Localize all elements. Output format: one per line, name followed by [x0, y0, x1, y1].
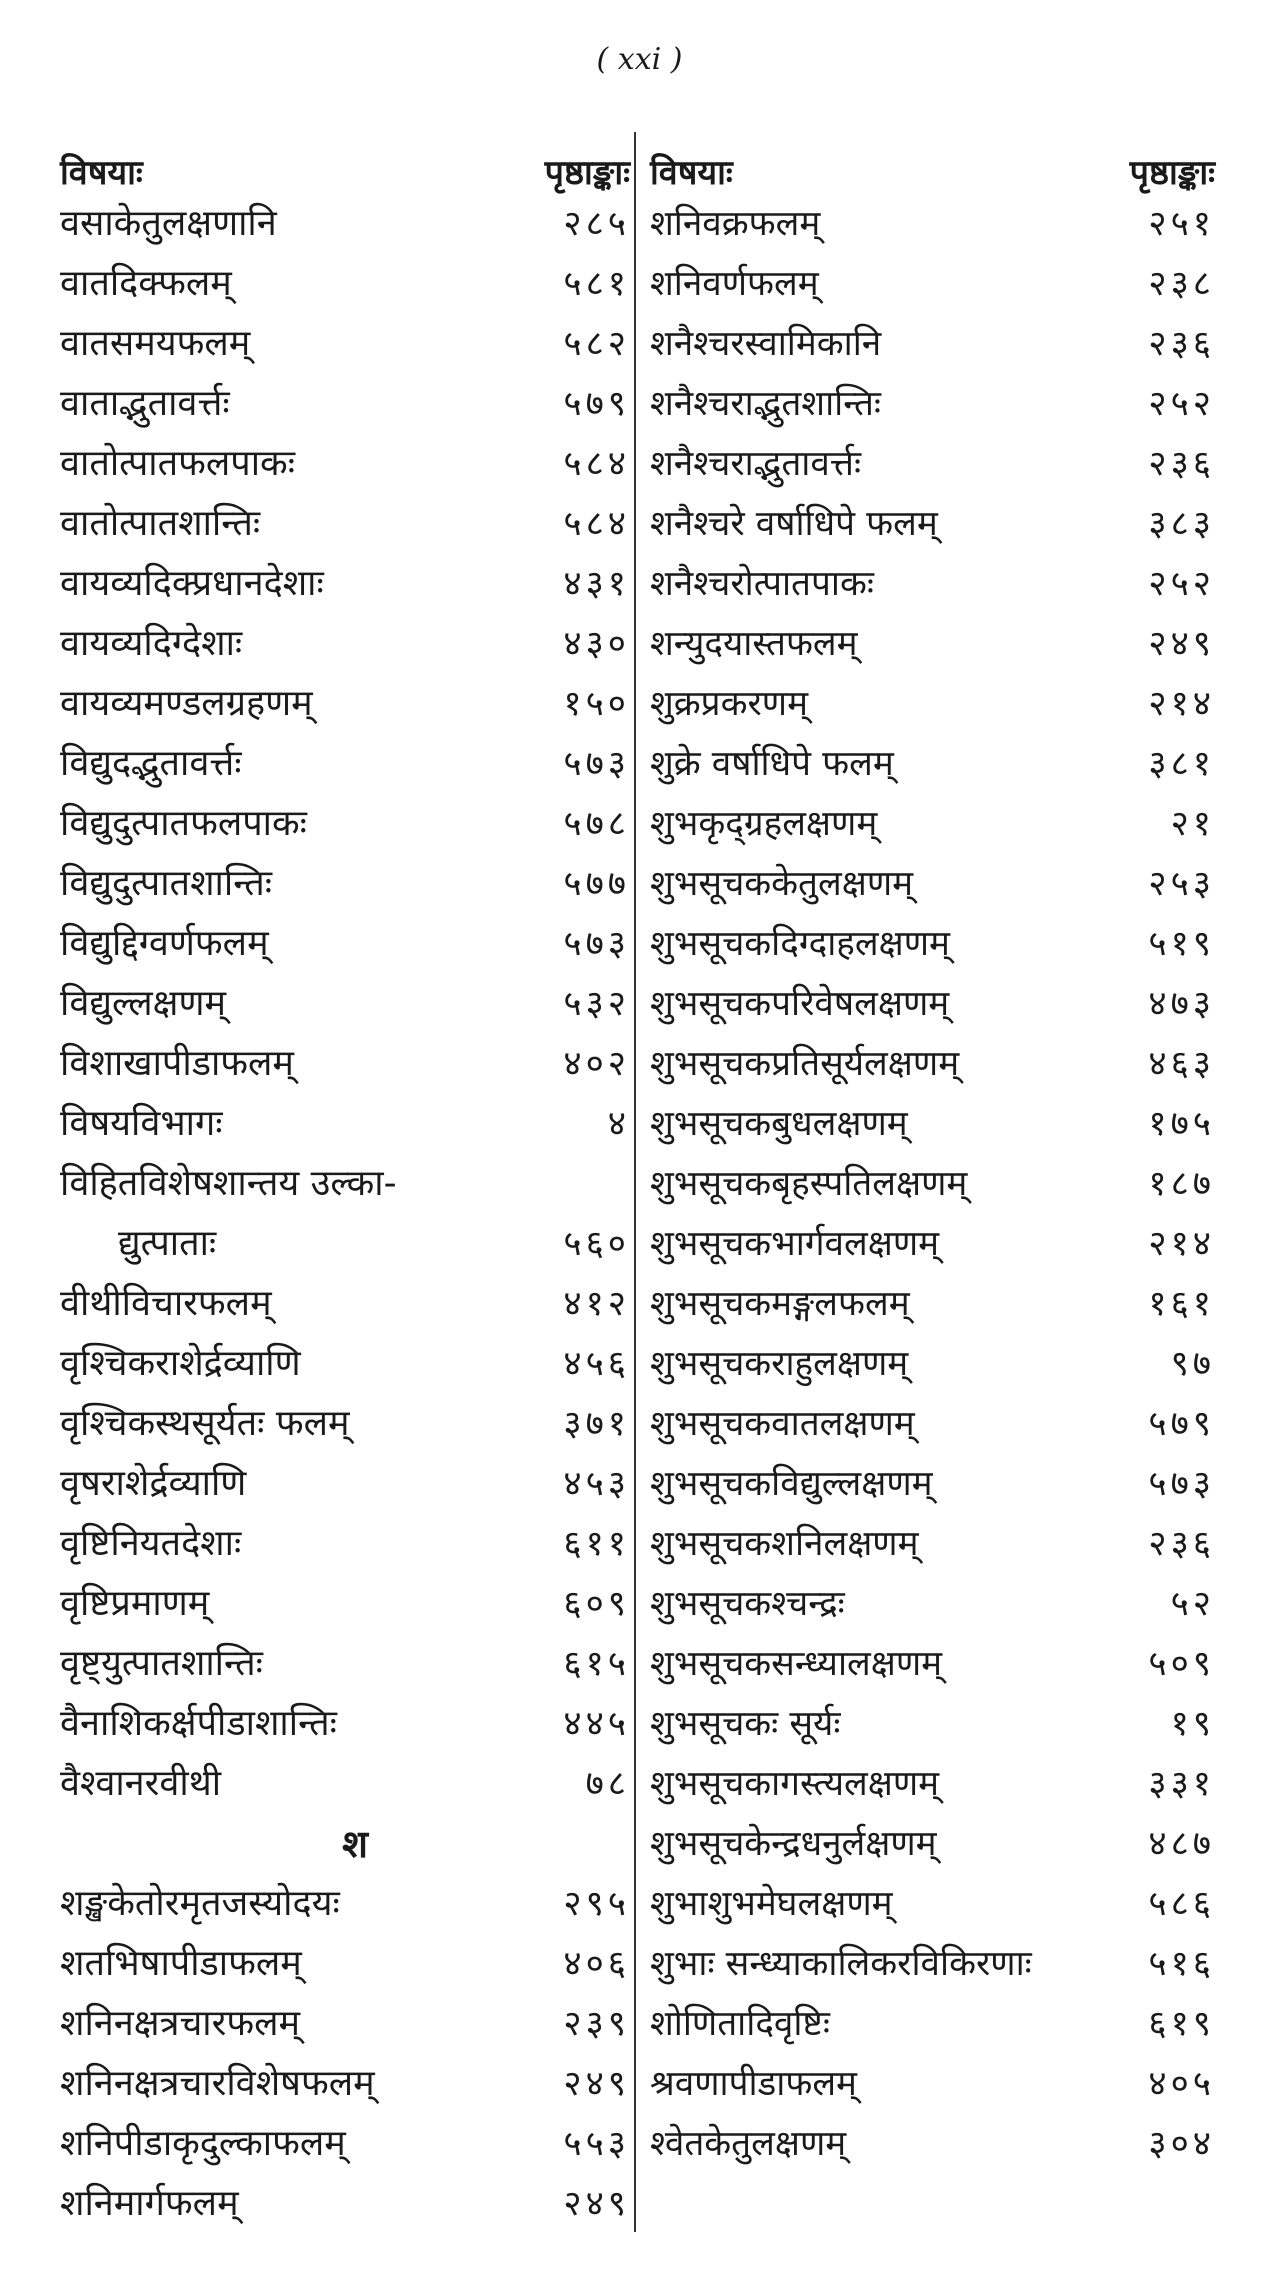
entry-page: २५२	[1148, 564, 1215, 604]
entry-page: २४९	[1148, 624, 1215, 664]
entry-page: ५८४	[563, 504, 630, 544]
index-entry	[650, 674, 1215, 734]
index-entry	[650, 1334, 1215, 1394]
index-entry	[60, 1934, 630, 1994]
index-entry	[650, 794, 1215, 854]
index-entry	[60, 2054, 630, 2114]
entry-page: १७५	[1148, 1104, 1215, 1144]
index-entry-continuation	[60, 1214, 630, 1274]
entry-term: शुभाः सन्ध्याकालिकरविकिरणाः	[650, 1944, 1032, 1984]
entry-page: ४५३	[563, 1464, 630, 1504]
index-entry	[650, 1274, 1215, 1334]
index-entry	[650, 914, 1215, 974]
entry-term: विहितविशेषशान्तय उल्का-	[60, 1163, 397, 1204]
entry-term: शुक्रप्रकरणम्	[650, 684, 809, 724]
entry-term: शुभसूचकबृहस्पतिलक्षणम्	[650, 1164, 968, 1204]
index-entry	[60, 554, 630, 614]
entry-term: शुभसूचकराहुलक्षणम्	[650, 1344, 909, 1384]
entry-term: शुभसूचकविद्युल्लक्षणम्	[650, 1464, 933, 1504]
entry-term: शुभसूचकभार्गवलक्षणम्	[650, 1224, 940, 1264]
header-pages: पृष्ठाङ्काः	[544, 153, 630, 193]
entry-page: ५८१	[563, 264, 630, 304]
index-entry	[650, 1814, 1215, 1874]
entry-term: शुभसूचकश्चन्द्रः	[650, 1584, 845, 1624]
index-entry	[60, 614, 630, 674]
index-entry	[650, 434, 1215, 494]
index-entry	[650, 194, 1215, 254]
index-entry	[650, 1994, 1215, 2054]
index-entry	[650, 1214, 1215, 1274]
header-pages: पृष्ठाङ्काः	[1129, 153, 1215, 193]
entry-term: शुभसूचकः सूर्यः	[650, 1704, 841, 1744]
entry-term: शनिनक्षत्रचारफलम्	[60, 2003, 301, 2044]
index-entry	[60, 494, 630, 554]
index-entry	[650, 2114, 1215, 2174]
entry-term: शुभसूचकबुधलक्षणम्	[650, 1104, 908, 1144]
page-number: ( xxi )	[596, 42, 683, 77]
entry-term: शनैश्चराद्भुतशान्तिः	[650, 384, 882, 424]
entry-page: २३९	[563, 2004, 630, 2044]
entry-page: ४१२	[563, 1284, 630, 1324]
index-entry	[60, 854, 630, 914]
index-entry	[650, 374, 1215, 434]
entry-page: ६१५	[563, 1644, 630, 1684]
entry-term: द्युत्पाताः	[118, 1223, 217, 1264]
entry-page: ४५६	[563, 1344, 630, 1384]
entry-term: वातोत्पातशान्तिः	[60, 503, 261, 544]
entry-page: ५०९	[1148, 1644, 1215, 1684]
entry-page: ५१९	[1148, 924, 1215, 964]
index-entry	[650, 1394, 1215, 1454]
entry-page: ३०४	[1148, 2124, 1215, 2164]
entry-page: २३६	[1148, 444, 1215, 484]
index-entry	[650, 314, 1215, 374]
entry-term: वायव्यमण्डलग्रहणम्	[60, 683, 313, 724]
index-entry	[650, 2054, 1215, 2114]
entry-term: वसाकेतुलक्षणानि	[60, 203, 277, 244]
entry-page: ५६०	[563, 1224, 630, 1264]
index-entry	[650, 494, 1215, 554]
entry-term: विद्युल्लक्षणम्	[60, 983, 227, 1024]
entry-page: ६०९	[563, 1584, 630, 1624]
entry-page: ४०६	[563, 1944, 630, 1984]
index-entry	[60, 674, 630, 734]
index-column-left	[60, 128, 630, 2234]
entry-term: शुभसूचकपरिवेषलक्षणम्	[650, 984, 950, 1024]
entry-term: विद्युदुत्पातशान्तिः	[60, 863, 273, 904]
entry-page: ५७३	[563, 744, 630, 784]
entry-page: ५७९	[1148, 1404, 1215, 1444]
entry-page: ४४५	[563, 1704, 630, 1744]
entry-term: वृश्चिकस्थसूर्यतः फलम्	[60, 1403, 350, 1444]
entry-term: श्रवणापीडाफलम्	[650, 2064, 857, 2104]
entry-term: शतभिषापीडाफलम्	[60, 1943, 302, 1984]
index-entry	[60, 374, 630, 434]
index-entry	[60, 1034, 630, 1094]
entry-page: ४३१	[563, 564, 630, 604]
header-topic: विषयाः	[60, 153, 143, 193]
entry-page: ५२	[1170, 1584, 1215, 1624]
entry-term: विषयविभागः	[60, 1103, 223, 1144]
entry-term: शनैश्चराद्भुतावर्त्तः	[650, 444, 862, 484]
index-entry	[60, 734, 630, 794]
entry-term: वायव्यदिग्देशाः	[60, 623, 243, 664]
entry-page: ९७	[1170, 1344, 1215, 1384]
entry-term: शनिवक्रफलम्	[650, 204, 821, 244]
index-entry	[60, 1694, 630, 1754]
entry-term: वातदिक्फलम्	[60, 263, 232, 304]
entry-page: १६१	[1148, 1284, 1215, 1324]
index-entry	[60, 194, 630, 254]
entry-term: शङ्खकेतोरमृतजस्योदयः	[60, 1883, 340, 1924]
entry-page: ५३२	[563, 984, 630, 1024]
index-entry	[650, 1454, 1215, 1514]
entry-term: वृष्ट्युत्पातशान्तिः	[60, 1643, 263, 1684]
entry-term: शुभसूचकेन्द्रधनुर्लक्षणम्	[650, 1824, 937, 1864]
index-entry	[650, 1934, 1215, 1994]
entry-term: शनैश्चरे वर्षाधिपे फलम्	[650, 504, 938, 544]
index-entry	[60, 1994, 630, 2054]
index-entry	[650, 974, 1215, 1034]
entry-page: २४९	[563, 2064, 630, 2104]
entry-page: ५५३	[563, 2124, 630, 2164]
index-entry	[650, 1694, 1215, 1754]
entry-page: ५७३	[1148, 1464, 1215, 1504]
index-entry	[60, 1094, 630, 1154]
entry-term: शनिनक्षत्रचारविशेषफलम्	[60, 2063, 375, 2104]
entry-term: विद्युदुत्पातफलपाकः	[60, 803, 307, 844]
entry-page: ५८६	[1148, 1884, 1215, 1924]
entry-term: वैश्वानरवीथी	[60, 1763, 222, 1804]
index-entry	[60, 434, 630, 494]
index-column-right	[650, 128, 1215, 2174]
index-entry	[650, 1154, 1215, 1214]
entry-term: शोणितादिवृष्टिः	[650, 2004, 830, 2044]
entry-term: विद्युदद्भुतावर्त्तः	[60, 743, 242, 784]
entry-page: ४८७	[1148, 1824, 1215, 1864]
entry-page: ३८१	[1148, 744, 1215, 784]
index-entry	[60, 1874, 630, 1934]
index-group	[60, 1274, 630, 1814]
entry-term: शुभसूचकमङ्गलफलम्	[650, 1284, 910, 1324]
index-entry	[60, 1394, 630, 1454]
section-letter: श	[342, 1822, 368, 1866]
entry-term: शनैश्चरोत्पातपाकः	[650, 564, 874, 604]
index-entry	[60, 914, 630, 974]
index-entry	[650, 1034, 1215, 1094]
entry-page: २१४	[1148, 684, 1215, 724]
index-entry	[650, 1634, 1215, 1694]
index-entry	[60, 1334, 630, 1394]
index-entry	[60, 254, 630, 314]
entry-term: शुभसूचकवातलक्षणम्	[650, 1404, 915, 1444]
entry-page: २३६	[1148, 324, 1215, 364]
entry-term: शुभसूचकप्रतिसूर्यलक्षणम्	[650, 1044, 960, 1084]
index-entry	[60, 314, 630, 374]
index-entry	[650, 1574, 1215, 1634]
entry-term: शनिपीडाकृदुल्काफलम्	[60, 2123, 346, 2164]
entry-page: २४९	[563, 2184, 630, 2224]
entry-page: ५८२	[563, 324, 630, 364]
entry-term: वृष्टिप्रमाणम्	[60, 1583, 210, 1624]
index-group	[650, 194, 1215, 2174]
entry-term: शुभसूचकसन्ध्यालक्षणम्	[650, 1644, 943, 1684]
entry-page: २५१	[1148, 204, 1215, 244]
entry-term: शनिमार्गफलम्	[60, 2183, 239, 2224]
entry-term: शनैश्चरस्वामिकानि	[650, 324, 882, 364]
entry-page: २८५	[563, 204, 630, 244]
entry-page: २५२	[1148, 384, 1215, 424]
index-entry	[60, 974, 630, 1034]
header-topic: विषयाः	[650, 153, 733, 193]
entry-page: ४७३	[1148, 984, 1215, 1024]
column-header	[650, 128, 1215, 194]
entry-page: ४०२	[563, 1044, 630, 1084]
entry-page: १८७	[1148, 1164, 1215, 1204]
entry-page: ४	[607, 1104, 630, 1144]
entry-page: ५१६	[1148, 1944, 1215, 1984]
index-entry	[60, 794, 630, 854]
index-entry	[60, 1154, 630, 1214]
index-entry	[650, 1874, 1215, 1934]
entry-page: ७८	[585, 1764, 630, 1804]
entry-term: शनिवर्णफलम्	[650, 264, 819, 304]
entry-term: शुभसूचकशनिलक्षणम्	[650, 1524, 919, 1564]
entry-term: विशाखापीडाफलम्	[60, 1043, 294, 1084]
entry-page: १५०	[563, 684, 630, 724]
entry-term: शुभकृद्ग्रहलक्षणम्	[650, 804, 878, 844]
entry-term: वाताद्भुतावर्त्तः	[60, 383, 230, 424]
index-entry	[60, 1634, 630, 1694]
index-group	[60, 194, 630, 1154]
index-entry	[650, 734, 1215, 794]
index-group	[60, 1874, 630, 2234]
index-entry	[60, 1274, 630, 1334]
entry-term: वृषराशेर्द्रव्याणि	[60, 1463, 247, 1504]
index-entry	[60, 1574, 630, 1634]
column-divider	[634, 132, 636, 2232]
entry-page: ५७८	[563, 804, 630, 844]
index-entry	[650, 254, 1215, 314]
index-entry	[60, 1754, 630, 1814]
entry-term: शुभसूचककेतुलक्षणम्	[650, 864, 914, 904]
entry-page: ६११	[563, 1524, 630, 1564]
entry-page: ४३०	[563, 624, 630, 664]
entry-term: शुभसूचकागस्त्यलक्षणम्	[650, 1764, 940, 1804]
entry-page: २१४	[1148, 1224, 1215, 1264]
entry-page: ५७७	[563, 864, 630, 904]
entry-page: ५७३	[563, 924, 630, 964]
entry-term: वातोत्पातफलपाकः	[60, 443, 295, 484]
entry-term: शुभाशुभमेघलक्षणम्	[650, 1884, 893, 1924]
entry-term: शुक्रे वर्षाधिपे फलम्	[650, 744, 894, 784]
entry-page: ४०५	[1148, 2064, 1215, 2104]
entry-term: विद्युद्दिग्वर्णफलम्	[60, 923, 269, 964]
index-entry	[650, 614, 1215, 674]
entry-page: २५३	[1148, 864, 1215, 904]
entry-page: ३३१	[1148, 1764, 1215, 1804]
entry-term: वृष्टिनियतदेशाः	[60, 1523, 242, 1564]
entry-term: शुभसूचकदिग्दाहलक्षणम्	[650, 924, 950, 964]
entry-page: ६१९	[1148, 2004, 1215, 2044]
entry-page: २९५	[563, 1884, 630, 1924]
entry-page: २३८	[1148, 264, 1215, 304]
entry-term: वीथीविचारफलम्	[60, 1283, 272, 1324]
index-entry	[60, 2114, 630, 2174]
index-entry	[650, 1094, 1215, 1154]
entry-term: वातसमयफलम्	[60, 323, 251, 364]
entry-page: २१	[1170, 804, 1215, 844]
entry-term: शन्युदयास्तफलम्	[650, 624, 858, 664]
index-entry	[60, 1514, 630, 1574]
entry-page: १९	[1170, 1704, 1215, 1744]
index-entry	[60, 1454, 630, 1514]
column-header	[60, 128, 630, 194]
entry-page: ३७१	[563, 1404, 630, 1444]
index-entry	[60, 2174, 630, 2234]
entry-term: वायव्यदिक्प्रधानदेशाः	[60, 563, 324, 604]
entry-page: ५७९	[563, 384, 630, 424]
entry-page: २३६	[1148, 1524, 1215, 1564]
entry-page: ५८४	[563, 444, 630, 484]
index-entry	[650, 1754, 1215, 1814]
index-entry	[650, 854, 1215, 914]
entry-term: श्वेतकेतुलक्षणम्	[650, 2124, 847, 2164]
entry-term: वृश्चिकराशेर्द्रव्याणि	[60, 1343, 301, 1384]
entry-page: ४६३	[1148, 1044, 1215, 1084]
entry-term: वैनाशिकर्क्षपीडाशान्तिः	[60, 1703, 337, 1744]
index-entry	[650, 554, 1215, 614]
index-entry	[650, 1514, 1215, 1574]
entry-page: ३८३	[1148, 504, 1215, 544]
